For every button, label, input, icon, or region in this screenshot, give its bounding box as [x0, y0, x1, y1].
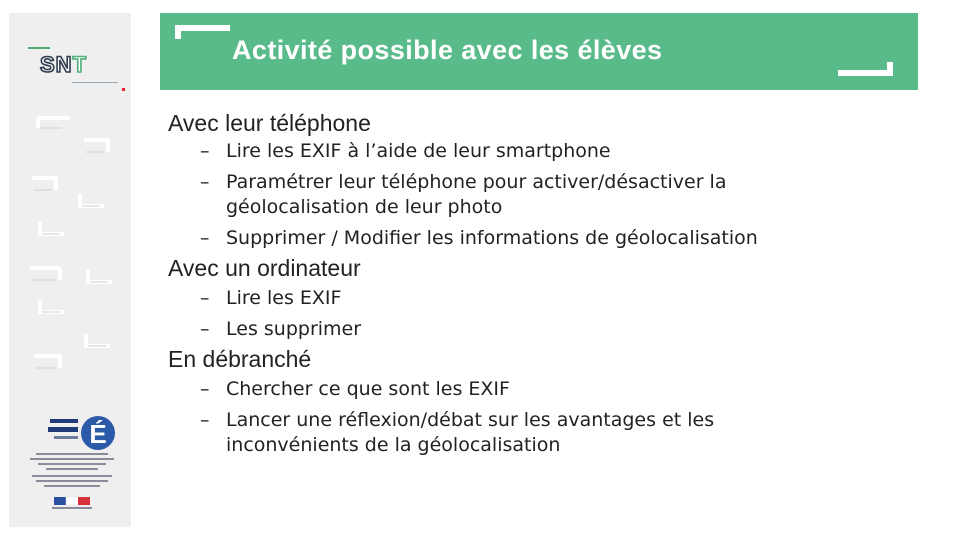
section-ordinateur: [168, 253, 928, 342]
list-item: – Lancer une réflexion/débat sur les avantages et les inconvénients de la géolocalisation: [200, 409, 715, 456]
section-debranche: [168, 344, 928, 458]
list-item: – Lire les EXIF: [200, 287, 342, 309]
list-item: – Supprimer / Modifier les informations de géolocalisation: [200, 227, 758, 249]
snt-logo-text: SNT: [40, 52, 88, 77]
sidebar-bracket-pattern: [0, 0, 140, 400]
list-item: – Les supprimer: [200, 318, 362, 340]
list-item: – Paramétrer leur téléphone pour activer/désactiver la géolocalisation de leur photo: [200, 171, 727, 218]
banner-corner-top-left-vertical: [175, 25, 181, 39]
banner-corner-bottom-right: [838, 70, 893, 76]
slide-title: Activité possible avec les élèves: [232, 35, 663, 65]
list-item: – Chercher ce que sont les EXIF: [200, 378, 510, 400]
section-telephone: [168, 108, 928, 251]
list-item: – Lire les EXIF à l’aide de leur smartphone: [200, 140, 611, 162]
section-heading: Avec un ordinateur: [168, 255, 361, 281]
svg-text:É: É: [89, 419, 107, 449]
bullet-list: [168, 286, 928, 342]
section-heading: Avec leur téléphone: [168, 110, 371, 136]
section-heading: En débranché: [168, 346, 312, 372]
banner-corner-bottom-right-vertical: [887, 62, 893, 76]
banner-corner-top-left: [175, 25, 230, 31]
academie-toulouse-logo: [26, 413, 118, 513]
bullet-list: [168, 377, 928, 458]
bullet-list: [168, 139, 928, 251]
slide-content: [168, 108, 928, 458]
